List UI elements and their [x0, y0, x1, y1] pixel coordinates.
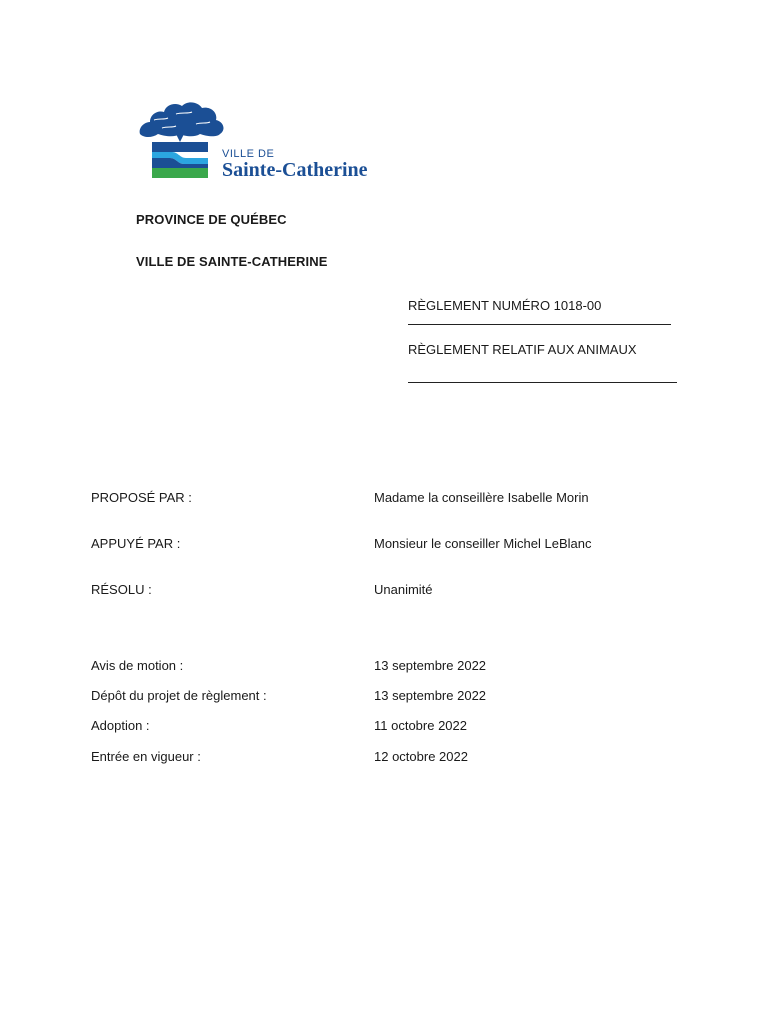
reglement-titre: RÈGLEMENT RELATIF AUX ANIMAUX — [408, 342, 637, 357]
resolved-value: Unanimité — [374, 582, 433, 597]
reglement-numero: RÈGLEMENT NUMÉRO 1018-00 — [408, 298, 602, 313]
seconded-by-value: Monsieur le conseiller Michel LeBlanc — [374, 536, 592, 551]
adoption-date: 11 octobre 2022 — [374, 718, 467, 733]
adoption-label: Adoption : — [91, 718, 150, 733]
proposed-by-value: Madame la conseillère Isabelle Morin — [374, 490, 589, 505]
resolved-label: RÉSOLU : — [91, 582, 152, 597]
entry-into-force-date: 12 octobre 2022 — [374, 749, 468, 764]
entry-into-force-label: Entrée en vigueur : — [91, 749, 201, 764]
divider — [408, 382, 677, 383]
divider — [408, 324, 671, 325]
tree-icon — [136, 98, 226, 182]
city-logo — [136, 98, 408, 182]
ville-heading: VILLE DE SAINTE-CATHERINE — [136, 254, 328, 269]
notice-of-motion-label: Avis de motion : — [91, 658, 184, 673]
seconded-by-label: APPUYÉ PAR : — [91, 536, 181, 551]
draft-filing-date: 13 septembre 2022 — [374, 688, 487, 703]
notice-of-motion-date: 13 septembre 2022 — [374, 658, 487, 673]
logo-small-text: VILLE DE — [222, 148, 275, 160]
province-heading: PROVINCE DE QUÉBEC — [136, 212, 287, 227]
proposed-by-label: PROPOSÉ PAR : — [91, 490, 192, 505]
draft-filing-label: Dépôt du projet de règlement : — [91, 688, 267, 703]
logo-big-text: Sainte-Catherine — [222, 159, 368, 181]
